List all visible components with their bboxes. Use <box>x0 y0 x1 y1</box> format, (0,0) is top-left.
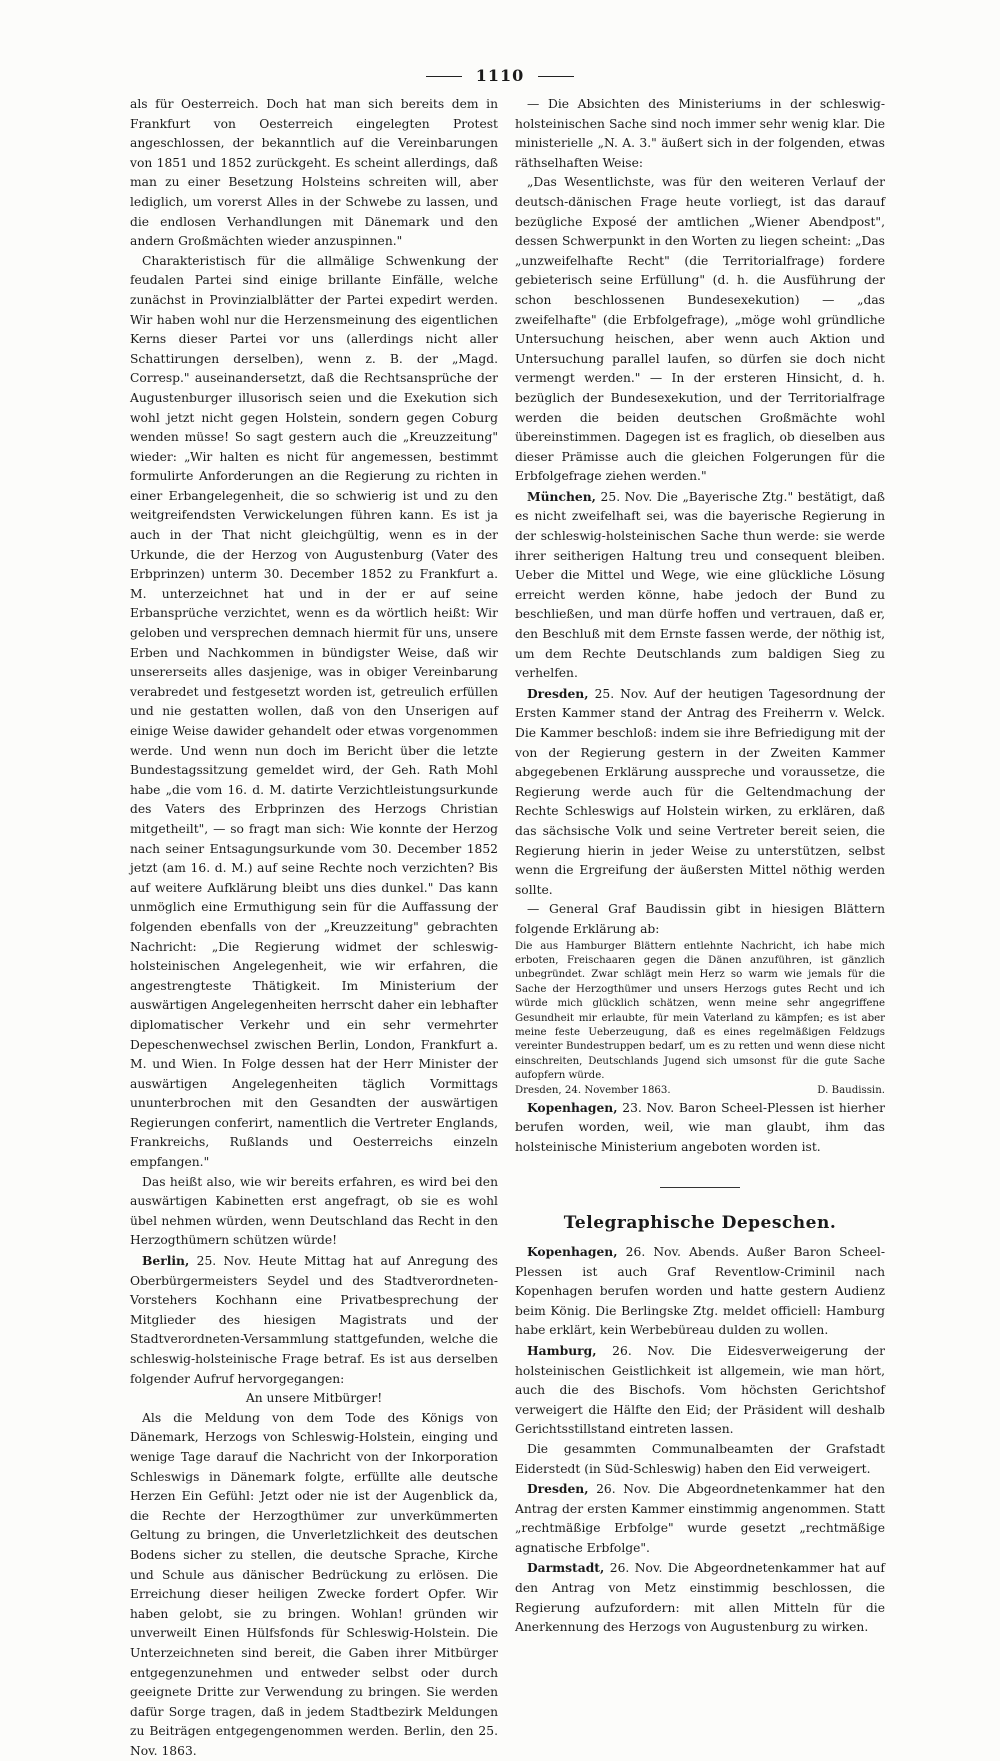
paragraph: „Das Wesentlichste, was für den weiteren Verlauf der deutsch-dänischen Frage heute vorliegt, ist das darauf bezügliche Exposé der amtlichen „Wiener Abendpost", dessen Schwerpunkt in den Worten zu liegen scheint: „Das „unzweifelhafte Recht" (die Territorialfrage) fordere gebieterisch seine Erfüllung" (d. h. die Ausführung der schon beschlossenen Bundesexekution) — „das zweifelhafte" (die Erbfolgefrage), „möge wohl gründliche Untersuchung heischen, aber wenn auch Aktion und Untersuchung parallel laufen, so dürfen sie doch nicht vermengt werden." — In der ersteren Hinsicht, d. h. bezüglich der Bundesexekution, und der Territorialfrage werden die beiden deutschen Großmächte wohl übereinstimmen. Dagegen ist es fraglich, ob dieselben aus dieser Prämisse auch die gleichen Folgerungen für die Erbfolgefrage ziehen werden." <box>515 175 885 484</box>
place-label: Berlin, <box>142 1253 190 1269</box>
news-text: 23. Nov. Baron Scheel-Plessen ist hierher berufen worden, weil, wie man glaubt, ihm das holsteinische Ministerium angeboten worden ist. <box>515 1100 885 1154</box>
place-label: Kopenhagen, <box>527 1099 618 1115</box>
section-title: Telegraphische Depeschen. <box>563 1213 837 1234</box>
news-text: 26. Nov. Die Abgeordnetenkammer hat den Antrag der ersten Kammer einstimmig angenommen. Statt „rechtmäßige Erbfolge" wurde gesetzt „rechtmäßige agnatische Erbfolge". <box>515 1482 885 1555</box>
paragraph: — Die Absichten des Ministeriums in der schleswig-holsteinischen Sache sind noch immer sehr wenig klar. Die ministerielle „N. A. 3." äußert sich in der folgenden, etwas räthselhaften Weise: <box>515 97 885 170</box>
declaration: Die aus Hamburger Blättern entlehnte Nachricht, ich habe mich erboten, Freischaaren gegen die Dänen anzuführen, ist gänzlich unbegründet. Zwar schlägt mein Herz so warm wie jemals für die Sache der Herzogthümer und unsers Herzogs gutes Recht und ich würde mich glücklich schätzen, wenn meine sehr angegriffene Gesundheit mir erlaubte, für mein Vaterland zu kämpfen; es ist aber meine feste Ueberzeugung, daß es eines regelmäßigen Feldzugs vereinter Bundestruppen bedarf, um es zu retten und wenn diese nicht einschreiten, Deutschlands Jugend sich umsonst für die gute Sache aufopfern würde. <box>515 940 885 1082</box>
place-label: München, <box>527 488 596 504</box>
page-number <box>0 66 1000 85</box>
paragraph: Als die Meldung von dem Tode des Königs von Dänemark, Herzogs von Schleswig-Holstein, einging und wenige Tage darauf die Nachricht von der Inkorporation Schleswigs in Dänemark folgte, erfüllte alle deutsche Herzen Ein Gefühl: Jetzt oder nie ist der Augenblick da, die Rechte der Herzogthümer zur unverkümmerten Geltung zu bringen, die Unverletzlichkeit des deutschen Bodens sicher zu stellen, die deutsche Sprache, Kirche und Schule aus dänischer Bedrückung zu erlösen. Die Erreichung dieser heiligen Zwecke fordert Opfer. Wir haben gelobt, sie zu bringen. Wohlan! gründen wir unverweilt Einen Hülfsfonds für Schleswig-Holstein. Die Unterzeichneten sind bereit, die Gaben ihrer Mitbürger entgegenzunehmen und entweder selbst oder durch geeignete Dritte zur Verwendung zu bringen. Sie werden dafür Sorge tragen, daß in jedem Stadtbezirk Meldungen zu Beiträgen entgegengenommen werden. Berlin, den 25. Nov. 1863. <box>130 1410 498 1758</box>
news-item <box>515 1479 885 1558</box>
place-label: Dresden, <box>527 685 589 701</box>
news-item <box>515 684 885 901</box>
news-item <box>515 487 885 684</box>
paragraph: als für Oesterreich. Doch hat man sich bereits dem in Frankfurt von Oesterreich eingelegten Protest angeschlossen, der bekanntlich auf die Vereinbarungen von 1851 und 1852 zurückgeht. Es scheint allerdings, daß man zu einer Besetzung Holsteins schreiten will, aber lediglich, um vorerst Alles in der Schwebe zu lassen, und die endlosen Verhandlungen mit Dänemark und den andern Großmächten wieder anzuspinnen." <box>130 97 498 249</box>
divider <box>660 1187 740 1188</box>
news-text: 25. Nov. Heute Mittag hat auf Anregung des Oberbürgermeisters Seydel und des Stadtverordneten-Vorstehers Kochhann eine Privatbesprechung der Mitglieder des hiesigen Magistrats und der Stadtverordneten-Versammlung stattgefunden, welche die schleswig-holsteinische Frage betraf. Es ist aus derselben folgender Aufruf hervorgegangen: <box>130 1254 498 1386</box>
paragraph: Das heißt also, wie wir bereits erfahren, es wird bei den auswärtigen Kabinetten erst angefragt, ob sie es wohl übel nehmen würden, wenn Deutschland das Recht in den Herzogthümern schützen würde! <box>130 1174 498 1248</box>
paragraph: — General Graf Baudissin gibt in hiesigen Blättern folgende Erklärung ab: <box>515 902 885 936</box>
appeal-title: An unsere Mitbürger! <box>245 1391 383 1406</box>
news-item <box>515 1558 885 1637</box>
left-column <box>130 95 498 1761</box>
news-text: 25. Nov. Auf der heutigen Tagesordnung der Ersten Kammer stand der Antrag des Freiherrn v. Welck. Die Kammer beschloß: indem sie ihre Befriedigung mit der von der Regierung gestern in der Zweiten Kammer abgegebenen Erklärung ausspreche und voraussetze, die Regierung werde auch für die Geltendmachung der Rechte Schleswigs auf Holstein wirken, zu erklären, daß das sächsische Volk und seine Vertreter bereit seien, die Regierung hierin in jeder Weise zu unterstützen, selbst wenn die Ergreifung der äußersten Mittel nöthig werden sollte. <box>515 686 885 897</box>
news-item <box>515 1341 885 1440</box>
signature <box>515 1084 885 1098</box>
news-text: 26. Nov. Die Eidesverweigerung der holsteinischen Geistlichkeit ist allgemein, wie man hört, auch die des Bischofs. Vom höchsten Gerichtshof verweigert die Hälfte den Eid; der Präsident will deshalb Gerichtsstillstand eintreten lassen. <box>515 1343 885 1437</box>
signature-name: D. Baudissin. <box>817 1084 885 1096</box>
place-label: Kopenhagen, <box>527 1243 618 1259</box>
page-number-text: 1110 <box>475 66 525 85</box>
place-label: Dresden, <box>527 1481 589 1497</box>
paragraph: Die gesammten Communalbeamten der Grafstadt Eiderstedt (in Süd-Schleswig) haben den Eid verweigert. <box>515 1441 885 1476</box>
news-item <box>515 1098 885 1158</box>
place-label: Hamburg, <box>527 1342 597 1358</box>
news-item <box>515 1242 885 1341</box>
news-text: 25. Nov. Die „Bayerische Ztg." bestätigt, daß es nicht zweifelhaft sei, was die bayerische Regierung in der schleswig-holsteinischen Sache thun werde: sie werde ihrer seitherigen Haltung treu und consequent bleiben. Ueber die Mittel und Wege, wie eine glückliche Lösung erreicht werden könne, habe jedoch der Bund zu beschließen, und man dürfe hoffen und vertrauen, daß er, den Beschluß mit dem Ernste fassen werde, der nöthig ist, um dem Rechte Deutschlands zum baldigen Sieg zu verhelfen. <box>515 489 885 681</box>
news-text: 26. Nov. Die Abgeordnetenkammer hat auf den Antrag von Metz einstimmig beschlossen, die Regierung aufzufordern: mit allen Mitteln für die Anerkennung des Herzogs von Augustenburg zu wirken. <box>515 1561 885 1635</box>
place-label: Darmstadt, <box>527 1560 605 1576</box>
paragraph: Charakteristisch für die allmälige Schwenkung der feudalen Partei sind einige brillante Einfälle, welche zunächst in Provinzialblätter der Partei expedirt werden. Wir haben wohl nur die Herzensmeinung des eigentlichen Kerns dieser Partei vor uns (allerdings nicht aller Schattirungen derselben), wenn z. B. der „Magd. Corresp." auseinandersetzt, daß die Rechtsansprüche der Augustenburger illusorisch seien und die Exekution sich wohl jetzt nicht gegen Holstein, sondern gegen Coburg wenden müsse! So sagt gestern auch die „Kreuzzeitung" wieder: „Wir halten es nicht für angemessen, bestimmt formulirte Anforderungen an die Regierung zu richten in einer Erbangelegenheit, die so schwierig ist und zu den weitgreifendsten Verwickelungen führen kann. Es ist ja auch in der That nicht gleichgültig, wenn es in der Urkunde, die der Herzog von Augustenburg (Vater des Erbprinzen) unterm 30. December 1852 zu Frankfurt a. M. unterzeichnet hat und in der er auf seine Erbansprüche verzichtet, wenn es da wörtlich heißt: Wir geloben und versprechen demnach hiermit für uns, unsere Erben und Nachkommen in bündigster Weise, daß wir unsererseits alles dasjenige, was in obiger Vereinbarung verabredet und festgesetzt worden ist, getreulich erfüllen und nie gestatten wollen, daß von den Unserigen auf einige Weise dawider gehandelt oder etwas vorgenommen werde. Und wenn nun doch im Bericht über die letzte Bundestagssitzung gemeldet wird, der Geh. Rath Mohl habe „die vom 16. d. M. datirte Verzichtleistungsurkunde des Vaters des Erbprinzen des Herzogs Christian mitgetheilt", — so fragt man sich: Wie konnte der Herzog nach seiner Entsagungsurkunde vom 30. December 1852 jetzt (am 16. d. M.) auf seine Rechte noch verzichten? Bis auf weitere Aufklärung bleibt uns dies dunkel." Das kann unmöglich eine Ermuthigung sein für die Auffassung der folgenden ebenfalls von der „Kreuzzeitung" gebrachten Nachricht: „Die Regierung widmet der schleswig-holsteinischen Angelegenheit, wie wir erfahren, die angestrengteste Thätigkeit. Im Ministerium der auswärtigen Angelegenheiten herrscht daher ein lebhafter diplomatischer Verkehr und ein sehr vermehrter Depeschenwechsel zwischen Berlin, London, Frankfurt a. M. und Wien. In Folge dessen hat der Herr Minister der auswärtigen Angelegenheiten täglich Vormittags ununterbrochen mit den Gesandten der auswärtigen Regierungen conferirt, namentlich die Vertreter Englands, Frankreichs, Rußlands und Oesterreichs einzeln empfangen." <box>130 253 498 1170</box>
news-text: 26. Nov. Abends. Außer Baron Scheel-Plessen ist auch Graf Reventlow-Criminil nach Kopenhagen berufen worden und hatte gestern Audienz beim König. Die Berlingske Ztg. meldet officiell: Hamburg habe erklärt, kein Werbebüreau dulden zu wollen. <box>515 1244 885 1338</box>
signature-date: Dresden, 24. November 1863. <box>515 1084 671 1096</box>
news-item <box>130 1251 498 1389</box>
right-column <box>515 95 885 1638</box>
